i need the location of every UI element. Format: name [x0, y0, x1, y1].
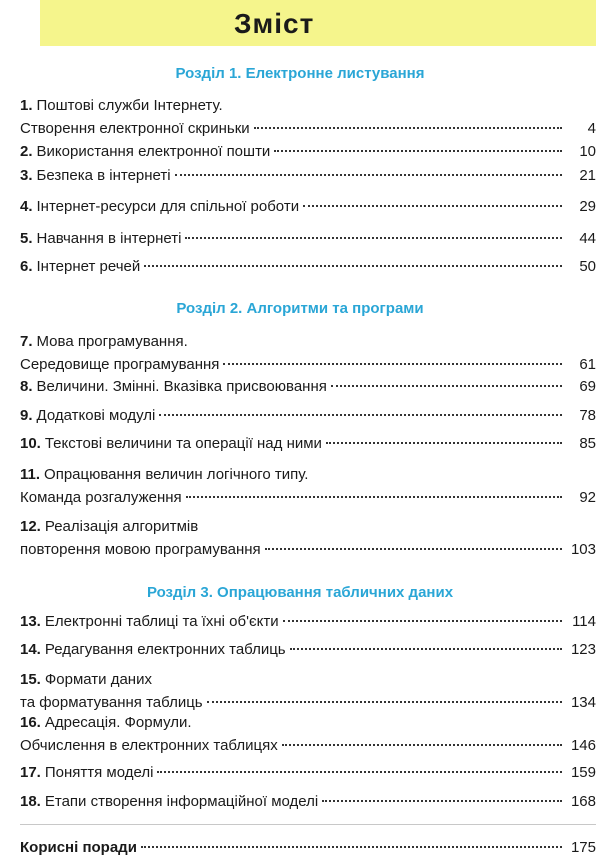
toc-page-number: 69: [579, 378, 596, 395]
toc-entry-number: 14.: [20, 641, 41, 658]
dot-leader: [265, 547, 562, 550]
dot-leader: [331, 384, 562, 387]
toc-entry-number: 2.: [20, 143, 33, 160]
toc-entry-line: [20, 711, 596, 734]
toc-entry-number: 16.: [20, 714, 41, 731]
dot-leader: [185, 236, 562, 239]
toc-entry[interactable]: [20, 94, 596, 140]
toc-entry-line: [20, 515, 596, 538]
toc-entry[interactable]: [20, 140, 596, 163]
dot-leader: [207, 700, 562, 703]
toc-entry-title: Створення електронної скриньки: [20, 120, 250, 137]
toc-entry-title: Редагування електронних таблиць: [44, 641, 286, 658]
toc-entry-number: 12.: [20, 518, 41, 535]
toc-entry-line: [20, 761, 596, 784]
toc-entry-number: 6.: [20, 258, 33, 275]
toc-entry-line: [20, 538, 596, 561]
toc-page-number: 175: [570, 839, 596, 856]
dot-leader: [290, 647, 562, 650]
toc-page-number: 61: [579, 356, 596, 373]
toc-entry[interactable]: [20, 255, 596, 278]
toc-entry-number: 7.: [20, 333, 33, 350]
toc-page-number: 134: [570, 694, 596, 711]
toc-page-number: 168: [570, 793, 596, 810]
dot-leader: [303, 204, 562, 207]
section-heading: Розділ 1. Електронне листування: [175, 65, 425, 82]
footer-divider: [20, 824, 596, 825]
toc-entry[interactable]: [20, 330, 596, 376]
toc-entry-line: [20, 353, 596, 376]
toc-entry-line: [20, 195, 596, 218]
toc-entry-title: Етапи створення інформаційної моделі: [44, 793, 319, 810]
toc-entry-line: [20, 255, 596, 278]
toc-entry-number: 11.: [20, 466, 41, 483]
toc-entry-title: Електронні таблиці та їхні об'єкти: [44, 613, 279, 630]
toc-entry[interactable]: [20, 432, 596, 455]
toc-entry-number: 10.: [20, 435, 41, 452]
toc-entry[interactable]: [20, 404, 596, 427]
dot-leader: [283, 619, 562, 622]
toc-page-number: 10: [579, 143, 596, 160]
toc-page-number: 29: [579, 198, 596, 215]
toc-entry[interactable]: [20, 227, 596, 250]
toc-entry-line: [20, 375, 596, 398]
toc-entry-number: 15.: [20, 671, 41, 688]
toc-entry-number: 4.: [20, 198, 33, 215]
toc-entry-line: [20, 610, 596, 633]
toc-entry-line: [20, 734, 596, 757]
toc-entry-title: Формати даних: [44, 671, 152, 688]
toc-entry-title: Поштові служби Інтернету.: [36, 97, 223, 114]
toc-page-number: 4: [587, 120, 596, 137]
toc-entry[interactable]: [20, 463, 596, 509]
toc-entry-title: Команда розгалуження: [20, 489, 182, 506]
toc-entry-title: Поняття моделі: [44, 764, 154, 781]
toc-page-number: 92: [579, 489, 596, 506]
toc-entry-line: [20, 668, 596, 691]
toc-entry[interactable]: [20, 638, 596, 661]
toc-entry[interactable]: [20, 515, 596, 561]
toc-entry-number: 3.: [20, 167, 33, 184]
toc-entry[interactable]: [20, 195, 596, 218]
toc-entry-title: Додаткові модулі: [36, 407, 156, 424]
toc-entry-line: [20, 638, 596, 661]
toc-page-number: 78: [579, 407, 596, 424]
toc-entry-number: 9.: [20, 407, 33, 424]
page-title: Зміст: [234, 8, 315, 39]
toc-entry-line: [20, 836, 596, 859]
toc-entry[interactable]: [20, 711, 596, 757]
toc-entry-title: Опрацювання величин логічного типу.: [44, 466, 309, 483]
dot-leader: [274, 149, 562, 152]
toc-page-number: 103: [570, 541, 596, 558]
title-banner: [40, 0, 596, 46]
toc-entry-title: повторення мовою програмування: [20, 541, 261, 558]
toc-entry[interactable]: [20, 164, 596, 187]
toc-entry-title: Реалізація алгоритмів: [44, 518, 199, 535]
toc-entry-line: [20, 404, 596, 427]
dot-leader: [159, 413, 562, 416]
toc-entry-title: Текстові величини та операції над ними: [44, 435, 322, 452]
toc-entry[interactable]: [20, 375, 596, 398]
dot-leader: [223, 362, 562, 365]
section-heading: Розділ 2. Алгоритми та програми: [176, 300, 424, 317]
dot-leader: [254, 126, 562, 129]
toc-page-number: 21: [579, 167, 596, 184]
toc-entry-title: Мова програмування.: [36, 333, 188, 350]
toc-entry[interactable]: [20, 790, 596, 813]
toc-entry-title: Корисні поради: [20, 839, 137, 856]
toc-entry-number: 18.: [20, 793, 41, 810]
toc-page-number: 44: [579, 230, 596, 247]
toc-page-number: 85: [579, 435, 596, 452]
dot-leader: [175, 173, 562, 176]
toc-page-number: 159: [570, 764, 596, 781]
toc-entry-number: 8.: [20, 378, 33, 395]
toc-entry-number: 1.: [20, 97, 33, 114]
dot-leader: [141, 845, 562, 848]
dot-leader: [186, 495, 562, 498]
toc-entry-title: Навчання в інтернеті: [36, 230, 182, 247]
toc-entry-line: [20, 486, 596, 509]
toc-entry-line: [20, 164, 596, 187]
toc-entry-title: Середовище програмування: [20, 356, 220, 373]
toc-entry-line: [20, 790, 596, 813]
dot-leader: [282, 743, 562, 746]
toc-entry[interactable]: [20, 761, 596, 784]
toc-entry-number: 13.: [20, 613, 41, 630]
toc-entry[interactable]: [20, 610, 596, 633]
toc-entry-title: Інтернет речей: [36, 258, 141, 275]
dot-leader: [322, 799, 562, 802]
toc-entry-number: 5.: [20, 230, 33, 247]
toc-entry-line: [20, 117, 596, 140]
toc-entry-title: Використання електронної пошти: [36, 143, 271, 160]
toc-entry-title: Обчислення в електронних таблицях: [20, 737, 278, 754]
toc-entry-line: [20, 463, 596, 486]
toc-entry-title: Величини. Змінні. Вказівка присвоювання: [36, 378, 327, 395]
toc-entry-useful-tips[interactable]: [20, 836, 596, 859]
toc-page-number: 123: [570, 641, 596, 658]
toc-entry[interactable]: [20, 668, 596, 714]
toc-entry-line: [20, 94, 596, 117]
dot-leader: [157, 770, 562, 773]
toc-entry-title: Інтернет-ресурси для спільної роботи: [36, 198, 300, 215]
toc-entry-line: [20, 140, 596, 163]
toc-entry-line: [20, 330, 596, 353]
toc-entry-title: Адресація. Формули.: [44, 714, 192, 731]
toc-entry-line: [20, 432, 596, 455]
toc-entry-line: [20, 227, 596, 250]
toc-page-number: 146: [570, 737, 596, 754]
section-heading: Розділ 3. Опрацювання табличних даних: [146, 584, 454, 601]
toc-page-number: 114: [572, 613, 596, 630]
toc-entry-title: Безпека в інтернеті: [36, 167, 171, 184]
toc-entry-number: 17.: [20, 764, 41, 781]
dot-leader: [326, 441, 562, 444]
toc-page-number: 50: [579, 258, 596, 275]
dot-leader: [144, 264, 562, 267]
toc-entry-title: та форматування таблиць: [20, 694, 203, 711]
